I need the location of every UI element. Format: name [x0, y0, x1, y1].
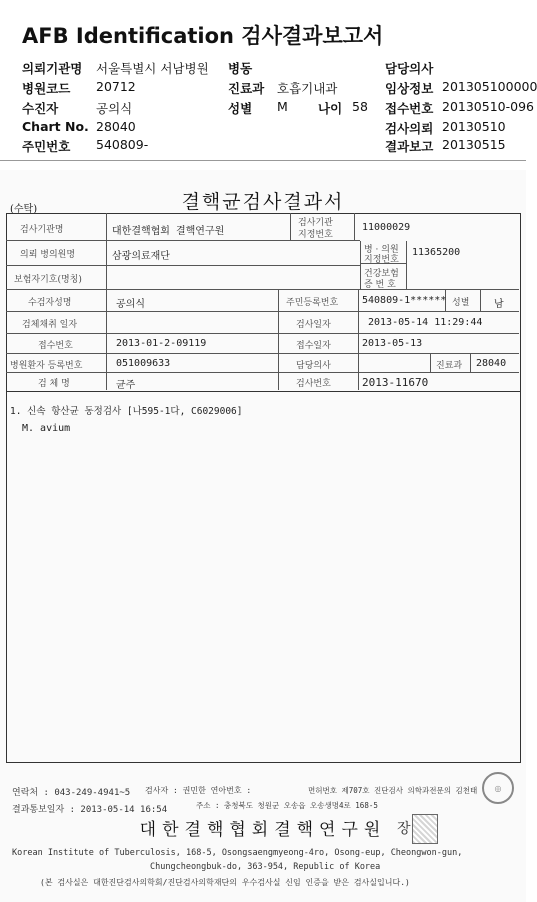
patient-label: 수검자성명	[28, 298, 72, 308]
lab-name-value: 대한결핵협회 결핵연구원	[112, 226, 225, 237]
report-title: AFB Identification 검사결과보고서	[22, 24, 384, 48]
value-clinical-info: 201305100000	[442, 79, 537, 94]
specimen-label: 검 체 명	[38, 379, 70, 389]
label-resident-number: 주민번호	[22, 139, 71, 154]
value-requesting-org: 서울특별시 서남병원	[96, 61, 209, 76]
value-sex: M	[277, 99, 288, 114]
certification-seal-icon: ◎	[482, 772, 514, 804]
label-department: 진료과	[228, 81, 265, 96]
footer-examiner: 검사자 : 권민한 연아번호 :	[145, 786, 252, 795]
hospital-code-label-2: 지정번호	[364, 255, 399, 265]
exam-no-label: 검사번호	[296, 379, 331, 389]
receipt-no-label: 접수번호	[38, 341, 73, 351]
consignment-mark: (수탁)	[10, 204, 38, 215]
official-stamp	[412, 814, 438, 844]
result-value: M. avium	[22, 423, 71, 434]
department-value: 28040	[476, 358, 507, 369]
header-divider	[0, 160, 526, 161]
label-hospital-code: 병원코드	[22, 81, 71, 96]
sex-label: 성별	[452, 298, 470, 308]
hospital-registration-label: 병원환자 등록번호	[10, 361, 83, 371]
label-patient: 수진자	[22, 101, 59, 116]
specimen-value: 균주	[116, 380, 136, 391]
requesting-hospital-label: 의뢰 병의원명	[20, 250, 76, 260]
footer-address-en-2: Chungcheongbuk-do, 363-954, Republic of Korea	[150, 862, 381, 872]
value-department: 호흡기내과	[277, 81, 338, 96]
rrn-label: 주민등록번호	[286, 298, 339, 308]
label-doctor: 담당의사	[385, 61, 434, 76]
footer-report-date: 결과통보일자 : 2013-05-14 16:54	[12, 805, 168, 815]
footer-phone: 연락처 : 043-249-4941~5	[12, 788, 131, 798]
value-chart-no: 28040	[96, 119, 136, 134]
label-clinical-info: 임상정보	[385, 81, 434, 96]
sample-date-label: 검체채취 일자	[22, 320, 78, 330]
footer-certification-note: (본 검사실은 대한진단검사의학회/진단검사의학재단의 우수검사실 신임 인증을 받은 검사실입니다.)	[40, 878, 410, 887]
value-hospital-code: 20712	[96, 79, 136, 94]
label-chart-no: Chart No.	[22, 119, 89, 134]
value-receipt-number: 20130510-096	[442, 99, 534, 114]
footer-address-kr: 주소 : 충청북도 청원군 오송읍 오송생명4로 168-5	[196, 801, 378, 810]
sex-value: 남	[494, 299, 504, 310]
receipt-no-value: 2013-01-2-09119	[116, 338, 207, 349]
rrn-value: 540809-1******	[362, 295, 447, 306]
stamp-character: 장	[397, 821, 411, 837]
requesting-hospital-value: 삼광의료재단	[112, 251, 170, 262]
footer-license: 면허번호 제707호 진단검사 의학과전문의 김천태	[308, 786, 478, 795]
receipt-date-label: 접수일자	[296, 341, 331, 351]
result-box	[6, 391, 521, 763]
footer-address-en-1: Korean Institute of Tuberculosis, 168-5, Osongsaengmyeong-4ro, Osong-eup, Cheongwon-gun,	[12, 848, 463, 858]
value-request-date: 20130510	[442, 119, 506, 134]
lab-code-label-2: 지정번호	[298, 230, 333, 240]
value-resident-number: 540809-	[96, 137, 149, 152]
doctor-label: 담당의사	[296, 361, 331, 371]
label-ward: 병동	[228, 61, 253, 76]
value-patient: 공의식	[96, 101, 133, 116]
receipt-date-value: 2013-05-13	[362, 338, 423, 349]
label-age: 나이	[318, 101, 343, 116]
exam-date-value: 2013-05-14 11:29:44	[368, 317, 483, 328]
label-receipt-number: 접수번호	[385, 101, 434, 116]
value-age: 58	[352, 99, 368, 114]
result-test-line: 1. 신속 항산균 동정검사 [나595-1다, C6029006]	[10, 406, 243, 417]
lab-code-label-1: 검사기관	[298, 218, 333, 228]
patient-value: 공의식	[116, 299, 145, 310]
hospital-registration-value: 051009633	[116, 358, 171, 369]
label-requesting-org: 의뢰기관명	[22, 61, 83, 76]
label-sex: 성별	[228, 101, 253, 116]
label-request-date: 검사의뢰	[385, 121, 434, 136]
lab-code-value: 11000029	[362, 222, 411, 233]
insurer-label: 보험자기호(명칭)	[14, 275, 82, 285]
hospital-code-value: 11365200	[412, 247, 461, 258]
department-label: 진료과	[436, 361, 463, 371]
exam-no-value: 2013-11670	[362, 376, 429, 389]
label-report-date: 결과보고	[385, 139, 434, 154]
hospital-code-label-1: 병 · 의원	[364, 245, 399, 255]
value-report-date: 20130515	[442, 137, 506, 152]
institute-name: 대한결핵협회결핵연구원	[139, 820, 387, 840]
exam-date-label: 검사일자	[296, 320, 331, 330]
lab-name-label: 검사기관명	[20, 225, 64, 235]
document-title: 결핵균검사결과서	[181, 191, 345, 213]
health-insurance-label-2: 증 번 호	[364, 280, 396, 290]
health-insurance-label-1: 건강보험	[364, 269, 399, 279]
